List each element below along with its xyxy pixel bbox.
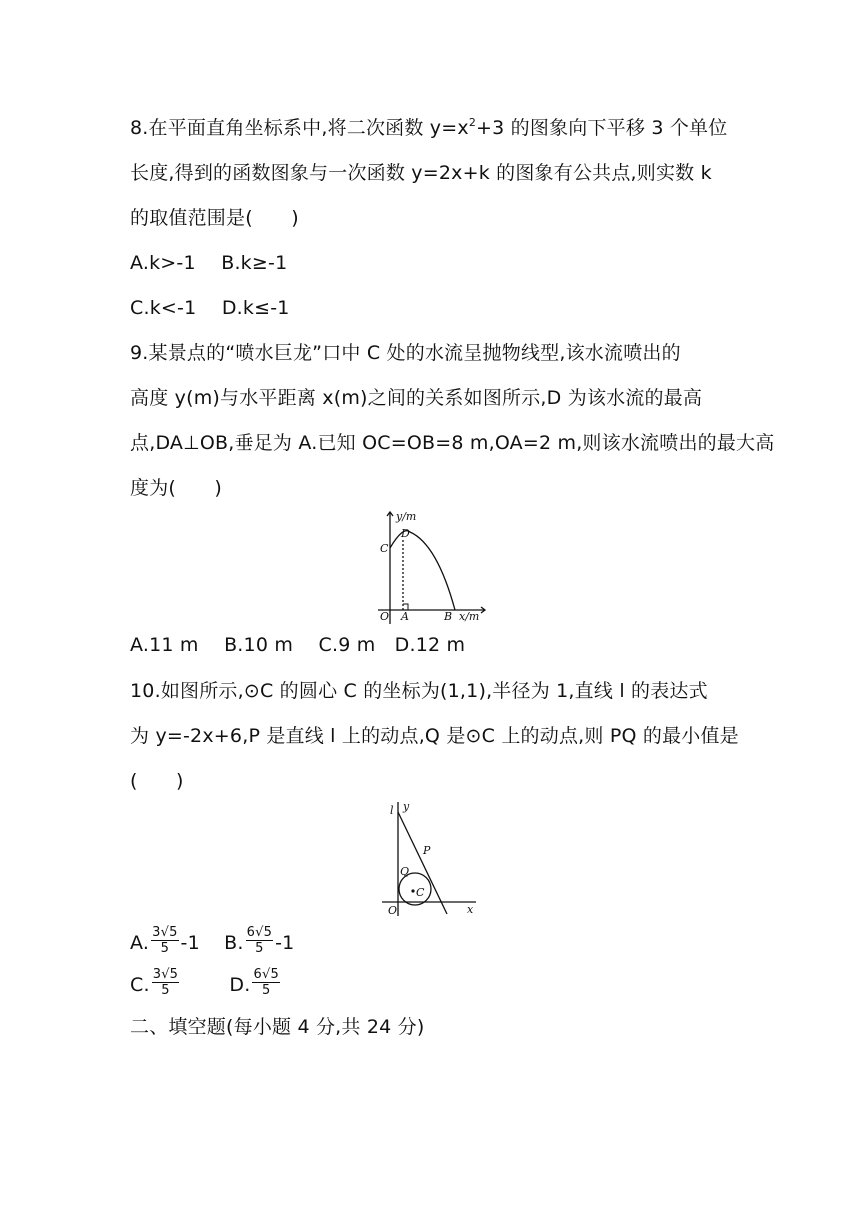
option-a-letter: A. [130,932,150,954]
option-b-letter: B. [224,932,244,954]
denominator: 5 [255,941,264,956]
option-a-suffix: -1 [180,932,200,954]
point-c-label: C [416,886,425,899]
numerator: 6√5 [253,967,279,982]
q8-line-2: 长度,得到的函数图象与一次函数 y=2x+k 的图象有公共点,则实数 k [130,162,712,184]
point-a-label: A [401,610,409,623]
denominator: 5 [160,941,170,956]
point-b-label: B [444,610,453,623]
option-d-fraction [252,967,279,998]
origin-label: O [380,610,390,623]
line-l-label: l [390,804,394,817]
option-c [130,967,181,1003]
point-d-label: D [401,527,410,540]
q10-options-row-1 [130,925,294,961]
option-d-letter: D. [229,974,251,996]
q10-line-3: ( ) [130,770,184,792]
option-c-fraction [152,967,179,998]
q9-options: A.11 m B.10 m C.9 m D.12 m [130,634,466,656]
q10-line-1: 10.如图所示,⊙C 的圆心 C 的坐标为(1,1),半径为 1,直线 l 的表达式 [130,680,708,702]
q9-parabola-figure [375,508,490,624]
denominator: 5 [161,983,170,998]
q8-text: +3 的图象向下平移 3 个单位 [476,117,728,139]
x-axis-label: x/m [459,610,480,623]
q9-line-3: 点,DA⊥OB,垂足为 A.已知 OC=OB=8 m,OA=2 m,则该水流喷出的最大高 [130,432,775,454]
point-p-label: P [423,844,431,857]
y-axis-label: y/m [396,510,417,523]
q9-line-1: 9.某景点的“喷水巨龙”口中 C 处的水流呈抛物线型,该水流喷出的 [130,342,681,364]
parabola-curve [390,531,455,610]
q9-line-4: 度为( ) [130,477,223,499]
center-dot [411,889,414,892]
section-2-heading: 二、填空题(每小题 4 分,共 24 分) [130,1016,425,1038]
option-b [224,925,294,961]
option-d [229,967,282,1003]
x-axis-label: x [467,903,474,916]
q8-line-3: 的取值范围是( ) [130,207,299,229]
q8-options-row-1: A.k>-1 B.k≥-1 [130,252,288,274]
q9-line-2: 高度 y(m)与水平距离 x(m)之间的关系如图所示,D 为该水流的最高 [130,387,703,409]
q8-line-1 [130,116,727,143]
numerator: 3√5 [152,925,178,940]
option-c-letter: C. [130,974,150,996]
exponent: 2 [468,116,477,129]
point-q-label: Q [400,865,410,878]
q10-options-row-2 [130,967,282,1003]
numerator: 6√5 [246,925,273,940]
q8-text: 8.在平面直角坐标系中,将二次函数 y=x [130,117,469,139]
option-b-fraction [246,925,273,956]
q8-options-row-2: C.k<-1 D.k≤-1 [130,297,290,319]
numerator: 3√5 [152,967,179,982]
q10-line-2: 为 y=-2x+6,P 是直线 l 上的动点,Q 是⊙C 上的动点,则 PQ 的最小值是 [130,725,739,747]
option-b-suffix: -1 [275,932,295,954]
denominator: 5 [261,983,271,998]
option-a-fraction [151,925,178,956]
origin-label: O [388,904,398,917]
y-axis-label: y [403,800,410,813]
option-a [130,925,200,961]
q10-circle-line-figure [380,800,480,918]
point-c-label: C [380,542,389,555]
